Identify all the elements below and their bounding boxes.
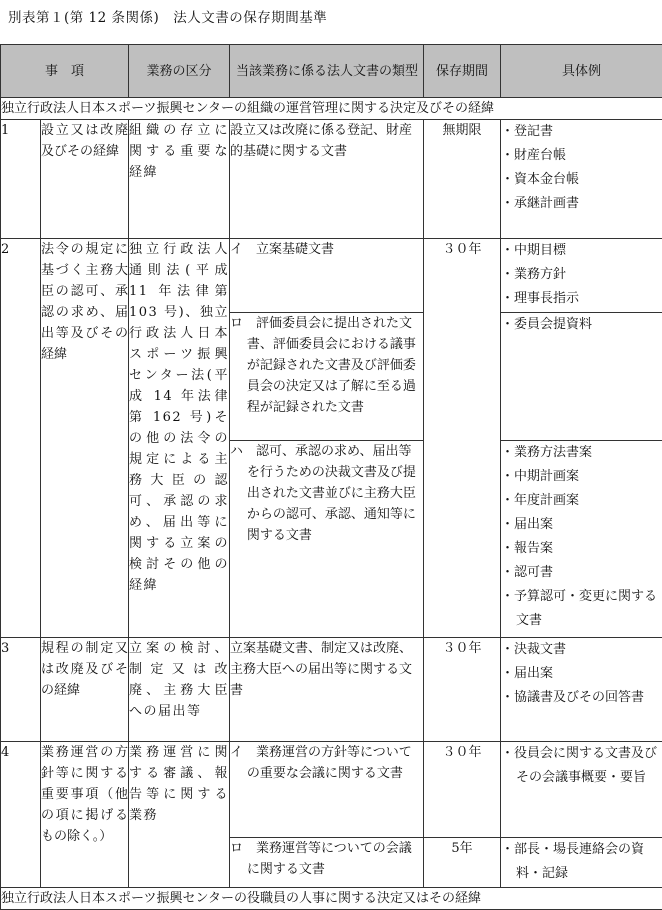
row-item: 設立又は改廃及びその経緯 <box>41 120 129 239</box>
row-category: 組織の存立に関する重要な経緯 <box>129 120 230 239</box>
example-item: ・ 部長・場長連絡会の資料・記録 <box>501 838 662 886</box>
example-item: ・ 業務方法書案 <box>501 441 662 465</box>
row-item: 規程の制定又は改廃及びその経緯 <box>41 638 129 742</box>
example-item: ・ 理事長指示 <box>501 287 662 311</box>
row-document-type: ロ 評価委員会に提出された文書、評価委員会における議事が記録された文書及び評価委員会の決定又は了解に至る過程が記録された文書 <box>230 313 424 441</box>
example-item: ・ 承継計画書 <box>501 192 662 216</box>
header-examples: 具体例 <box>501 45 662 98</box>
row-number: 1 <box>1 120 41 239</box>
row-number: 2 <box>1 239 41 638</box>
row-document-type: 立案基礎文書、制定又は改廃、主務大臣への届出等に関する文書 <box>230 638 424 742</box>
row-examples <box>501 441 662 638</box>
section-row <box>1 888 662 910</box>
row-examples <box>501 120 662 239</box>
retention-period-table <box>0 44 662 910</box>
table-header-row <box>1 45 662 98</box>
row-period: ３０年 <box>424 239 501 638</box>
example-item: ・ 委員会提資料 <box>501 313 662 337</box>
table-row <box>1 638 662 742</box>
section-title: 独立行政法人日本スポーツ振興センターの役職員の人事に関する決定又はその経緯 <box>1 888 662 910</box>
section-title: 独立行政法人日本スポーツ振興センターの組織の運営管理に関する決定及びその経緯 <box>1 98 662 120</box>
example-item: ・ 届出案 <box>501 513 662 537</box>
row-examples <box>501 239 662 313</box>
example-item: ・ 中期計画案 <box>501 465 662 489</box>
example-item: ・ 登記書 <box>501 120 662 144</box>
example-item: ・ 財産台帳 <box>501 144 662 168</box>
row-category: 独立行政法人通則法(平成 11 年法律第 103 号)、独立行政法人日本スポーツ振興センター法(平成 14 年法律第 162 号)その他の法令の規定による主務大臣の認可、承認の求め、届出等に関する立案の検討その他の経緯 <box>129 239 230 638</box>
row-period: 無期限 <box>424 120 501 239</box>
header-item: 事 項 <box>1 45 129 98</box>
table-row <box>1 239 662 313</box>
row-examples <box>501 638 662 742</box>
section-row <box>1 98 662 120</box>
table-row <box>1 742 662 838</box>
example-item: ・ 年度計画案 <box>501 489 662 513</box>
example-item: ・ 報告案 <box>501 537 662 561</box>
header-document-type: 当該業務に係る法人文書の類型 <box>230 45 424 98</box>
example-item: ・ 決裁文書 <box>501 638 662 662</box>
example-item: ・ 届出案 <box>501 662 662 686</box>
row-period: ３０年 <box>424 742 501 838</box>
row-category: 立案の検討、制定又は改廃、主務大臣への届出等 <box>129 638 230 742</box>
header-period: 保存期間 <box>424 45 501 98</box>
table-row <box>1 120 662 239</box>
row-period: ３０年 <box>424 638 501 742</box>
row-examples <box>501 838 662 888</box>
row-document-type: ロ 業務運営等についての会議に関する文書 <box>230 838 424 888</box>
row-number: 3 <box>1 638 41 742</box>
row-item: 業務運営の方針等に関する重要事項（他の項に掲げるもの除く。） <box>41 742 129 888</box>
row-item: 法令の規定に基づく主務大臣の認可、承認の求め、届出等及びその経緯 <box>41 239 129 638</box>
row-document-type: 設立又は改廃に係る登記、財産的基礎に関する文書 <box>230 120 424 239</box>
example-item: ・ 認可書 <box>501 561 662 585</box>
example-item: ・ 役員会に関する文書及びその会議事概要・要旨 <box>501 742 662 790</box>
row-period: 5年 <box>424 838 501 888</box>
example-item: ・ 資本金台帳 <box>501 168 662 192</box>
row-examples <box>501 742 662 838</box>
header-category: 業務の区分 <box>129 45 230 98</box>
row-document-type: イ 立案基礎文書 <box>230 239 424 313</box>
row-document-type: ハ 認可、承認の求め、届出等を行うための決裁文書及び提出された文書並びに主務大臣からの認可、承認、通知等に関する文書 <box>230 441 424 638</box>
row-number: 4 <box>1 742 41 888</box>
document-caption: 別表第１(第 12 条関係) 法人文書の保存期間基準 <box>8 6 327 26</box>
row-examples <box>501 313 662 441</box>
example-item: ・ 中期目標 <box>501 239 662 263</box>
example-item: ・ 協議書及びその回答書 <box>501 686 662 710</box>
example-item: ・ 予算認可・変更に関する文書 <box>501 585 662 633</box>
example-item: ・ 業務方針 <box>501 263 662 287</box>
row-category: 業務運営に関する審議、報告等に関する業務 <box>129 742 230 888</box>
row-document-type: イ 業務運営の方針等についての重要な会議に関する文書 <box>230 742 424 838</box>
